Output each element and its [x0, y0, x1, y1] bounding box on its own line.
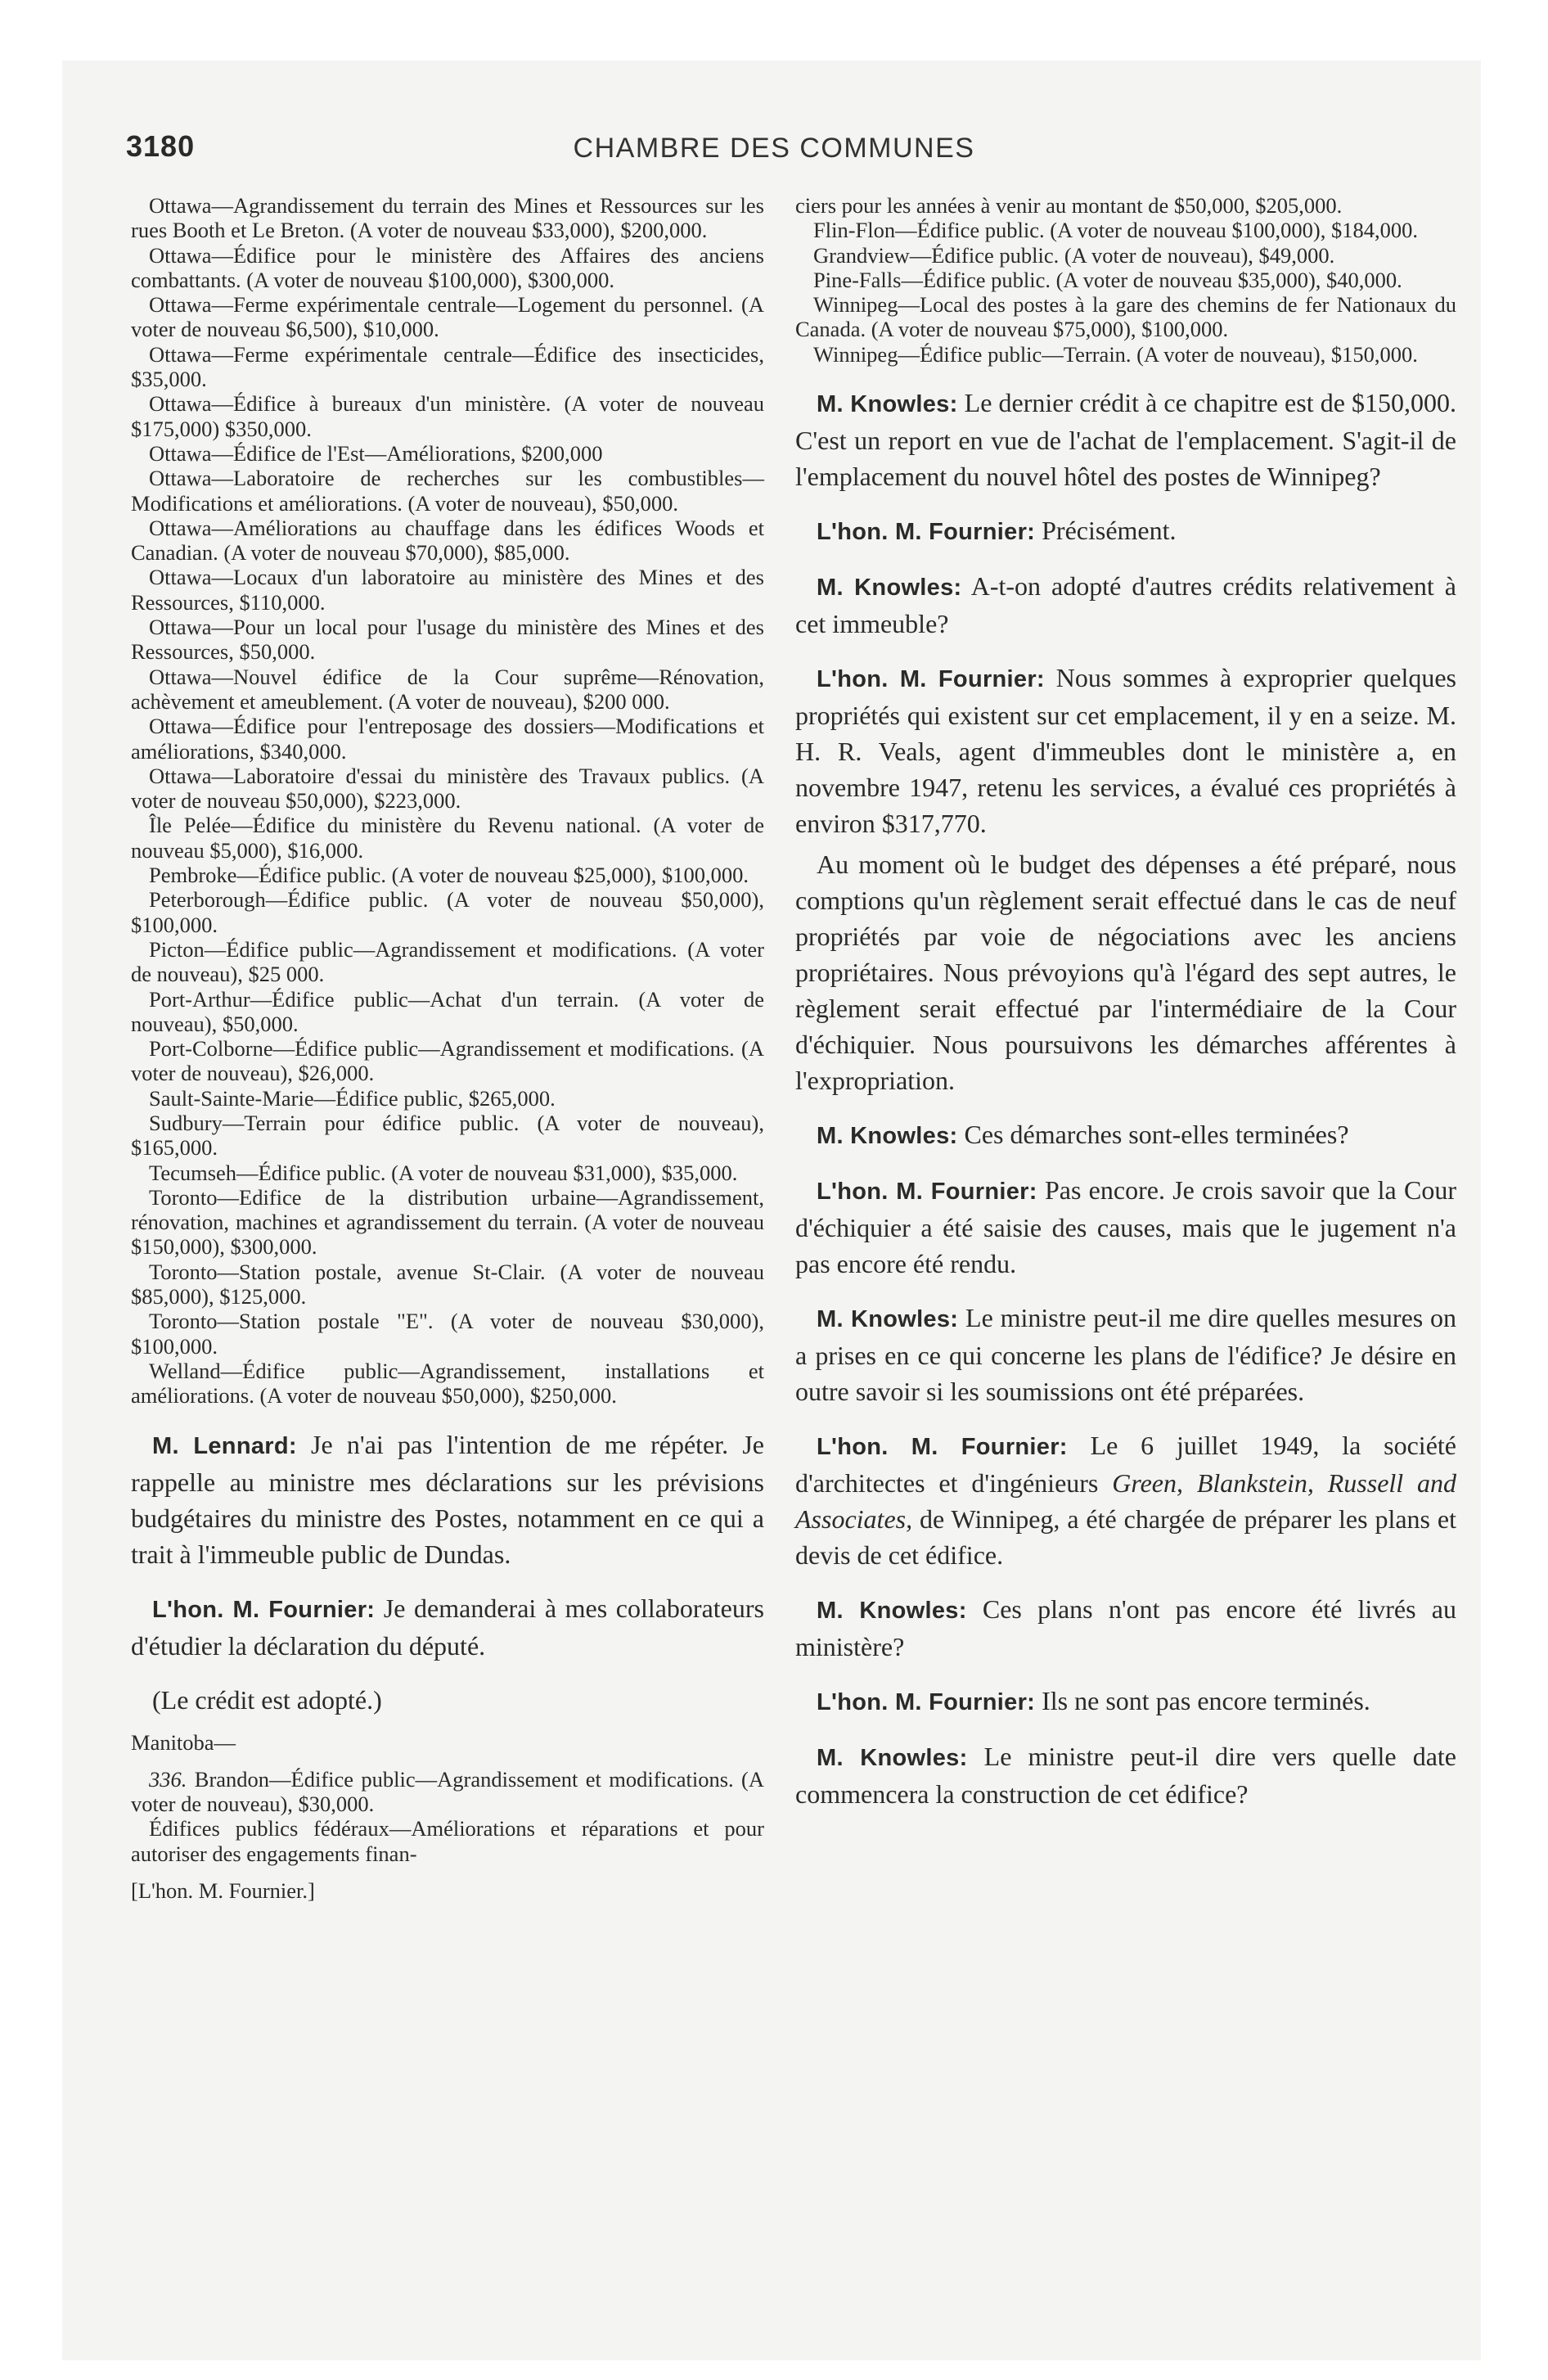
- item-number: 336.: [149, 1766, 187, 1792]
- appropriation-item: Ottawa—Édifice pour le ministère des Affaires des anciens combattants. (A voter de nouveau $100,000), $300,000.: [131, 242, 764, 292]
- appropriation-item: Tecumseh—Édifice public. (A voter de nouveau $31,000), $35,000.: [149, 1160, 738, 1185]
- speech-text: Le ministre peut-il me dire quelles mesures on a prises en ce qui concerne les plans de l'édifice? Je désire en outre savoir si les soumissions ont été préparées.: [795, 1303, 1457, 1407]
- lennard-statement: [131, 1427, 764, 1572]
- speaker-name: M. Knowles:: [817, 1745, 968, 1772]
- federal-buildings-item: Édifices publics fédéraux—Améliorations et réparations et pour autoriser des engagements finan-: [131, 1816, 764, 1866]
- appropriation-item: Ottawa—Laboratoire d'essai du ministère des Travaux publics. (A voter de nouveau $50,000), $223,000.: [131, 763, 764, 814]
- manitoba-items-list: [795, 218, 1456, 367]
- speaker-name: L'hon. M. Fournier:: [817, 1689, 1036, 1716]
- speaker-name: M. Knowles:: [817, 1598, 967, 1625]
- speaker-name: L'hon. M. Fournier:: [817, 519, 1036, 546]
- speech-paragraph: [795, 846, 1456, 1098]
- appropriation-item: Ottawa—Ferme expérimentale centrale—Édifice des insecticides, $35,000.: [131, 341, 764, 392]
- speech-text: Le dernier crédit à ce chapitre est de $150,000. C'est un report en vue de l'achat de l'emplacement. S'agit-il de l'emplacement du nouvel hôtel des postes de Winnipeg?: [795, 388, 1456, 492]
- speech-text: Au moment où le budget des dépenses a été préparé, nous comptions qu'un règlement serait effectué dans le cas de neuf propriétés par voie de négociations avec les anciens propriétaires. Nous prévoyions qu'à l'égard des sept autres, le règlement serait effectué par l'intermédiaire de la Cour d'échiquier. Nous poursuivons les démarches afférentes à l'expropriation.: [795, 850, 1456, 1096]
- attribution: [L'hon. M. Fournier.]: [131, 1878, 315, 1904]
- appropriation-item: Ottawa—Pour un local pour l'usage du ministère des Mines et des Ressources, $50,000.: [131, 615, 764, 665]
- fournier-plans-statement: [795, 1427, 1456, 1573]
- appropriation-item: Port-Arthur—Édifice public—Achat d'un terrain. (A voter de nouveau), $50,000.: [131, 986, 764, 1036]
- speaker-name: L'hon. M. Fournier:: [817, 666, 1045, 693]
- speaker-name: L'hon. M. Fournier:: [817, 1434, 1068, 1461]
- speech-paragraph: [795, 1738, 1456, 1812]
- left-column: [131, 193, 764, 1903]
- speech-text: Ces démarches sont-elles terminées?: [957, 1120, 1349, 1150]
- architect-firm: Green, Blankstein, Russell and Associates,: [795, 1468, 1457, 1535]
- appropriation-item: Flin-Flon—Édifice public. (A voter de nouveau $100,000), $184,000.: [813, 218, 1418, 243]
- debate-block: [795, 1591, 1456, 1812]
- speech-paragraph: [795, 568, 1456, 642]
- vote-adopted: (Le crédit est adopté.): [152, 1684, 382, 1715]
- speech-paragraph: [795, 1116, 1456, 1154]
- speaker-name: M. Lennard:: [152, 1432, 297, 1459]
- appropriation-item: Pembroke—Édifice public. (A voter de nouveau $25,000), $100,000.: [149, 863, 749, 888]
- appropriation-item: Ottawa—Édifice de l'Est—Améliorations, $200,000: [149, 440, 603, 466]
- speech-text: Je demanderai à mes collaborateurs d'étudier la déclaration du député.: [131, 1593, 764, 1661]
- appropriation-item: Peterborough—Édifice public. (A voter de nouveau $50,000), $100,000.: [131, 887, 764, 937]
- running-title: CHAMBRE DES COMMUNES: [573, 133, 975, 164]
- speech-text: Le 6 juillet 1949, la société d'architectes et d'ingénieurs: [795, 1431, 1456, 1499]
- appropriation-item: Winnipeg—Édifice public—Terrain. (A voter de nouveau), $150,000.: [813, 341, 1418, 367]
- appropriation-item: Ottawa—Édifice à bureaux d'un ministère. (A voter de nouveau $175,000) $350,000.: [131, 391, 764, 441]
- appropriation-item: Ottawa—Locaux d'un laboratoire au ministère des Mines et des Ressources, $110,000.: [131, 565, 764, 615]
- appropriation-item: Picton—Édifice public—Agrandissement et modifications. (A voter de nouveau), $25 000.: [131, 936, 764, 987]
- speech-paragraph: [795, 1591, 1456, 1665]
- speech-paragraph: [795, 1300, 1456, 1409]
- speech-text: Nous sommes à exproprier quelques propriétés qui existent sur cet emplacement, il y en a seize. M. H. R. Veals, agent d'immeubles dont le ministère a, en novembre 1947, retenu les services, a évalué ces propriétés à environ $317,770.: [795, 663, 1456, 839]
- item-336: [131, 1767, 764, 1817]
- speech-text: A-t-on adopté d'autres crédits relativement à cet immeuble?: [795, 571, 1456, 639]
- speech-text: Le ministre peut-il dire vers quelle date commencera la construction de cet édifice?: [795, 1742, 1456, 1810]
- appropriation-item: Île Pelée—Édifice du ministère du Revenu national. (A voter de nouveau $5,000), $16,000.: [131, 813, 764, 863]
- appropriation-item: Ottawa—Laboratoire de recherches sur les combustibles—Modifications et améliorations. (A voter de nouveau), $50,000.: [131, 466, 764, 516]
- appropriation-item: Port-Colborne—Édifice public—Agrandissement et modifications. (A voter de nouveau), $26,000.: [131, 1036, 764, 1086]
- appropriation-item: Ottawa—Ferme expérimentale centrale—Logement du personnel. (A voter de nouveau $6,500), $10,000.: [131, 292, 764, 342]
- appropriation-item: Toronto—Station postale "E". (A voter de nouveau $30,000), $100,000.: [131, 1309, 764, 1359]
- debate-block: [795, 385, 1456, 1409]
- province-heading: Manitoba—: [131, 1729, 236, 1755]
- appropriation-item: Toronto—Station postale, avenue St-Clair. (A voter de nouveau $85,000), $125,000.: [131, 1259, 764, 1309]
- item-text: Brandon—Édifice public—Agrandissement et modifications. (A voter de nouveau), $30,000.: [131, 1766, 764, 1817]
- appropriation-item: Welland—Édifice public—Agrandissement, installations et améliorations. (A voter de nouveau $50,000), $250,000.: [131, 1358, 764, 1409]
- speech-text: de Winnipeg, a été chargée de préparer les plans et devis de cet édifice.: [795, 1504, 1456, 1571]
- appropriation-item: Ottawa—Nouvel édifice de la Cour suprême—Rénovation, achèvement et ameublement. (A voter de nouveau), $200 000.: [131, 664, 764, 714]
- appropriation-items-list: [131, 193, 764, 1409]
- page-number: 3180: [126, 129, 196, 163]
- speech-paragraph: [795, 1683, 1456, 1720]
- appropriation-item: Pine-Falls—Édifice public. (A voter de nouveau $35,000), $40,000.: [813, 267, 1402, 292]
- appropriation-item: Ottawa—Édifice pour l'entreposage des dossiers—Modifications et améliorations, $340,000.: [131, 714, 764, 764]
- appropriation-item: Ottawa—Agrandissement du terrain des Mines et Ressources sur les rues Booth et Le Breton. (A voter de nouveau $33,000), $200,000.: [131, 193, 764, 243]
- speech-text: Ils ne sont pas encore terminés.: [1035, 1686, 1370, 1716]
- speech-text: Précisément.: [1035, 516, 1177, 546]
- speaker-name: L'hon. M. Fournier:: [817, 1179, 1037, 1206]
- speech-paragraph: [795, 1172, 1456, 1282]
- appropriation-item: Winnipeg—Local des postes à la gare des chemins de fer Nationaux du Canada. (A voter de nouveau $75,000), $100,000.: [795, 292, 1456, 342]
- appropriation-item: Sudbury—Terrain pour édifice public. (A voter de nouveau), $165,000.: [131, 1110, 764, 1161]
- appropriation-item: Ottawa—Améliorations au chauffage dans les édifices Woods et Canadian. (A voter de nouveau $70,000), $85,000.: [131, 515, 764, 566]
- speech-text: Je n'ai pas l'intention de me répéter. Je rappelle au ministre mes déclarations sur les prévisions budgétaires du ministre des Postes, notamment en ce qui a trait à l'immeuble public de Dundas.: [131, 1429, 764, 1569]
- speech-paragraph: [795, 660, 1456, 841]
- appropriation-item: Sault-Sainte-Marie—Édifice public, $265,000.: [149, 1085, 556, 1111]
- speaker-name: M. Knowles:: [817, 575, 962, 602]
- speaker-name: M. Knowles:: [817, 1123, 958, 1150]
- item-continuation: ciers pour les années à venir au montant de $50,000, $205,000.: [795, 193, 1343, 218]
- fournier-reply: [131, 1590, 764, 1664]
- speaker-name: L'hon. M. Fournier:: [152, 1596, 376, 1623]
- speaker-name: M. Knowles:: [817, 1306, 959, 1333]
- speech-text: Ces plans n'ont pas encore été livrés au ministère?: [795, 1594, 1456, 1662]
- speech-text: Pas encore. Je crois savoir que la Cour d'échiquier a été saisie des causes, mais que le jugement n'a pas encore été rendu.: [795, 1175, 1456, 1279]
- appropriation-item: Grandview—Édifice public. (A voter de nouveau), $49,000.: [813, 242, 1335, 268]
- right-column: [795, 193, 1456, 1812]
- speech-paragraph: [795, 512, 1456, 550]
- speaker-name: M. Knowles:: [817, 391, 958, 418]
- speech-paragraph: [795, 385, 1456, 494]
- appropriation-item: Toronto—Edifice de la distribution urbaine—Agrandissement, rénovation, machines et agrandissement du terrain. (A voter de nouveau $150,000), $300,000.: [131, 1184, 764, 1260]
